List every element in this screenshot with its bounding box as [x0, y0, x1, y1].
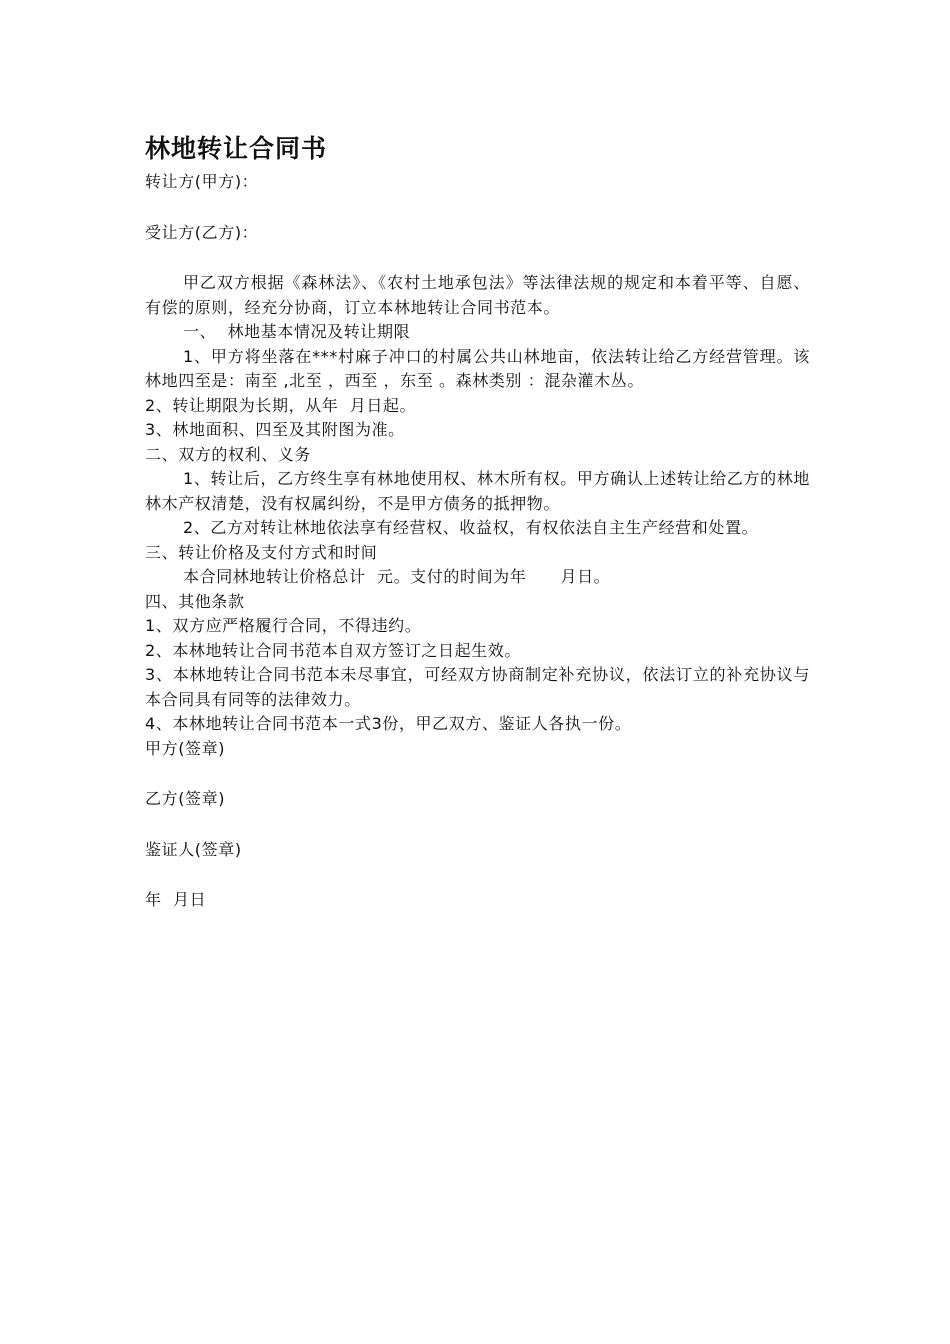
party-b-label: 受让方(乙方)：: [145, 222, 259, 242]
section4-item1: 1、双方应严格履行合同，不得违约。: [145, 616, 422, 635]
section4-item4: 4、本林地转让合同书范本一式3份，甲乙双方、鉴证人各执一份。: [145, 714, 632, 733]
section1-item1: 1、甲方将坐落在***村麻子冲口的村属公共山林地亩，依法转让给乙方经营管理。该林地四至是：南至 ,北至 ，西至 ，东至 。森林类别 ：混杂灌木丛。: [145, 346, 810, 390]
spacer: [145, 245, 810, 271]
party-a-label: 转让方(甲方)：: [145, 172, 259, 191]
section1-heading: 一、 林地基本情况及转让期限: [183, 322, 411, 341]
spacer: [145, 761, 810, 787]
section4-item3: 3、本林地转让合同书范本未尽事宜，可经双方协商制定补充协议，依法订立的补充协议与本合同具有同等的法律效力。: [145, 665, 810, 709]
signature-party-a: 甲方(签章): [145, 738, 226, 758]
section2-heading: 二、双方的权利、义务: [145, 444, 312, 464]
section4-item2: 2、本林地转让合同书范本自双方签订之日起生效。: [145, 640, 521, 660]
signature-party-b: 乙方(签章): [145, 789, 226, 808]
intro-paragraph: 甲乙双方根据《森林法》、《农村土地承包法》等法律法规的规定和本着平等、自愿、有偿的原则，经充分协商，订立本林地转让合同书范本。: [145, 273, 810, 317]
date-line: 年 月日: [145, 890, 207, 909]
signature-witness: 鉴证人(签章): [145, 839, 242, 859]
section2-item2: 2、乙方对转让林地依法享有经营权、收益权，有权依法自主生产经营和处置。: [183, 518, 759, 537]
section3-text: 本合同林地转让价格总计 元。支付的时间为年 月日。: [183, 567, 611, 586]
contract-document: [145, 132, 810, 913]
document-title: 林地转让合同书: [145, 134, 328, 163]
spacer: [145, 812, 810, 838]
spacer: [145, 195, 810, 221]
section1-item3: 3、林地面积、四至及其附图为准。: [145, 420, 405, 439]
section1-item2: 2、转让期限为长期，从年 月日起。: [145, 395, 417, 415]
section3-heading: 三、转让价格及支付方式和时间: [145, 542, 378, 562]
section4-heading: 四、其他条款: [145, 591, 245, 611]
section2-item1: 1、转让后，乙方终生享有林地使用权、林木所有权。甲方确认上述转让给乙方的林地林木产权清楚，没有权属纠纷，不是甲方债务的抵押物。: [145, 469, 810, 513]
spacer: [145, 862, 810, 888]
